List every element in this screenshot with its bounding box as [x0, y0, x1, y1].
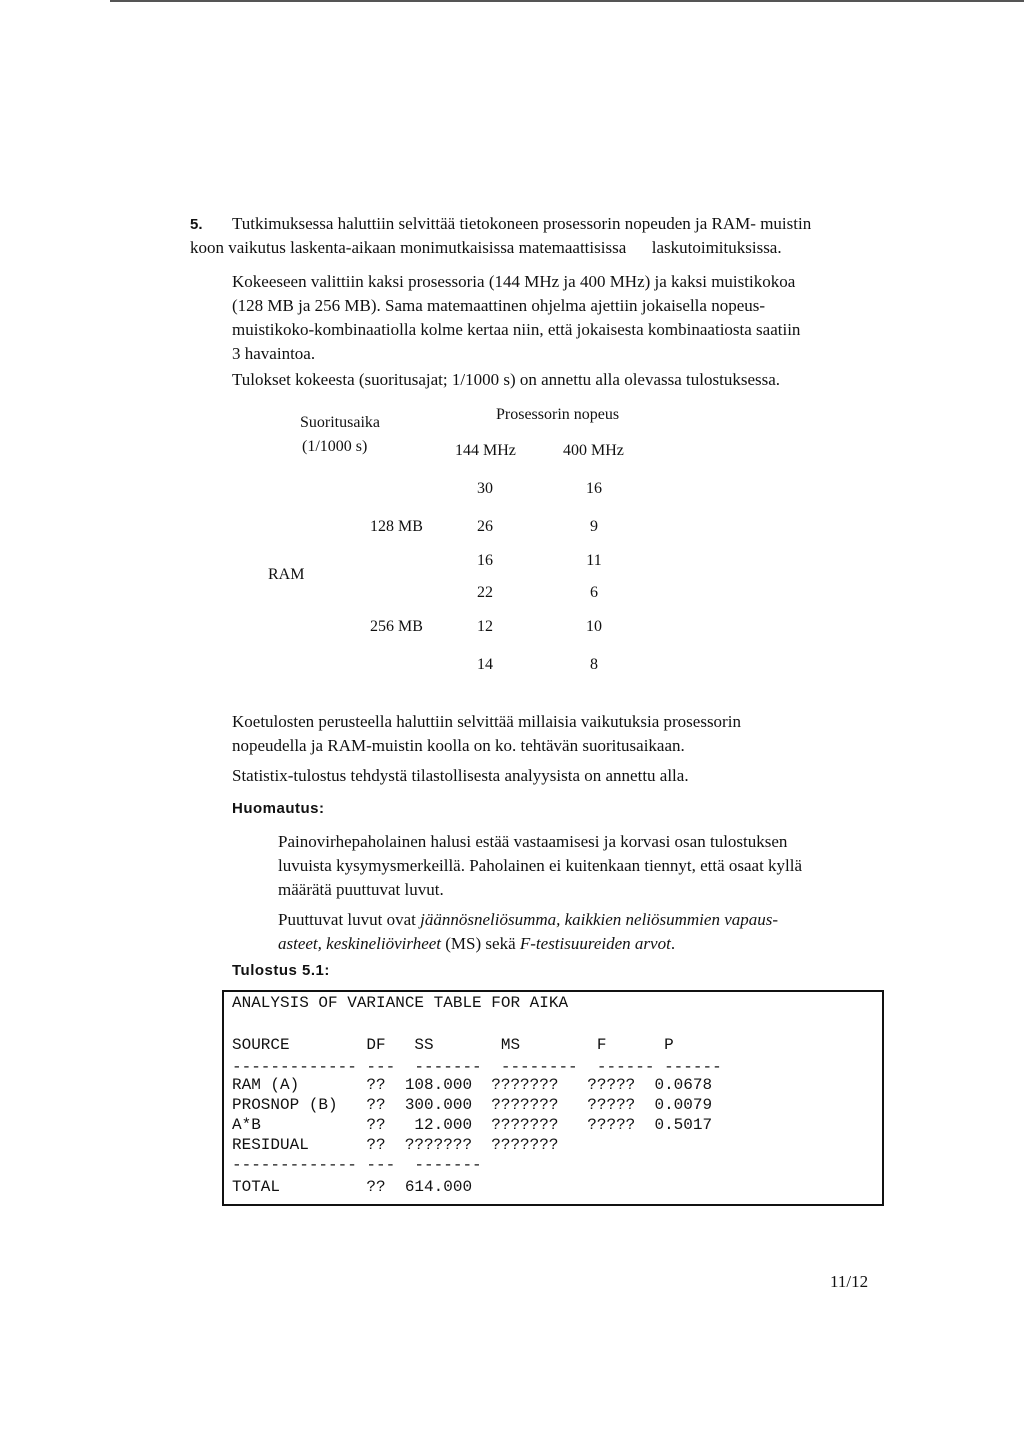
missing-values-paragraph [278, 908, 898, 956]
printout-line: ------------- --- ------- [232, 1156, 482, 1174]
printout-label: Tulostus 5.1: [232, 962, 330, 979]
column-header-400: 400 MHz [563, 442, 624, 459]
row-label-128mb: 128 MB [370, 518, 423, 535]
table-cell: 16 [477, 552, 493, 569]
intro-line: Tutkimuksessa haluttiin selvittää tietokoneen prosessorin nopeuden ja RAM- muistin [232, 214, 812, 233]
question-paragraph [232, 710, 912, 758]
intro-line: koon vaikutus laskenta-aikaan monimutkaisissa matemaattisissa laskutoimituksissa. [190, 238, 782, 257]
setup-line: 3 havaintoa. [232, 344, 316, 363]
results-line: Tulokset kokeesta (suoritusajat; 1/1000 s) on annettu alla olevassa tulostuksessa. [232, 370, 781, 389]
note-label: Huomautus: [232, 800, 325, 817]
table-title-line2: (1/1000 s) [302, 438, 368, 455]
row-factor-ram: RAM [268, 566, 305, 583]
missing-prefix: Puuttuvat luvut ovat [278, 910, 421, 929]
page-number: 11/12 [830, 1272, 869, 1291]
printout-line: ANALYSIS OF VARIANCE TABLE FOR AIKA [232, 994, 569, 1012]
table-cell: 12 [477, 618, 493, 635]
problem-number: 5. [190, 216, 203, 233]
note-line: Painovirhepaholainen halusi estää vastaamisesi ja korvasi osan tulostuksen [278, 832, 788, 851]
factor-header: Prosessorin nopeus [496, 406, 620, 423]
table-cell: 16 [586, 480, 602, 497]
printout-line: ------------- --- ------- -------- ------ ------ [232, 1058, 722, 1076]
missing-italic: jäännösneliösumma, kaikkien neliösummien vapaus- [420, 910, 779, 929]
printout-line: A*B ?? 12.000 ??????? ????? 0.5017 [232, 1116, 713, 1134]
table-cell: 11 [586, 552, 602, 569]
missing-italic: asteet, keskineliövirheet [278, 934, 442, 953]
table-cell: 22 [477, 584, 493, 601]
table-cell: 10 [586, 618, 602, 635]
setup-paragraph [232, 270, 912, 366]
printout-line: SOURCE DF SS MS F P [232, 1036, 674, 1054]
question-line: Koetulosten perusteella haluttiin selvittää millaisia vaikutuksia prosessorin [232, 712, 741, 731]
table-cell: 9 [590, 518, 598, 535]
table-cell: 8 [590, 656, 598, 673]
setup-line: Kokeeseen valittiin kaksi prosessoria (144 MHz ja 400 MHz) ja kaksi muistikokoa [232, 272, 796, 291]
note-line: määrätä puuttuvat luvut. [278, 880, 444, 899]
statistix-line: Statistix-tulostus tehdystä tilastollisesta analyysista on annettu alla. [232, 766, 689, 785]
table-cell: 30 [477, 480, 493, 497]
table-cell: 26 [477, 518, 493, 535]
missing-end: . [670, 934, 676, 953]
printout-line: RAM (A) ?? 108.000 ??????? ????? 0.0678 [232, 1076, 713, 1094]
intro-paragraph [190, 212, 910, 260]
printout-line: RESIDUAL ?? ??????? ??????? [232, 1136, 559, 1154]
note-paragraph [278, 830, 898, 902]
table-cell: 14 [477, 656, 493, 673]
printout-line: TOTAL ?? 614.000 [232, 1178, 473, 1196]
column-header-144: 144 MHz [455, 442, 516, 459]
note-line: luvuista kysymysmerkeillä. Paholainen ei kuitenkaan tiennyt, että osaat kyllä [278, 856, 803, 875]
missing-italic: F-testisuureiden arvot [519, 934, 671, 953]
top-rule [110, 0, 1024, 2]
printout-line: PROSNOP (B) ?? 300.000 ??????? ????? 0.0079 [232, 1096, 713, 1114]
missing-mid: (MS) sekä [441, 934, 520, 953]
table-title-line1: Suoritusaika [300, 414, 380, 431]
setup-line: muistikoko-kombinaatiolla kolme kertaa niin, että jokaisesta kombinaatiosta saatiin [232, 320, 801, 339]
setup-line: (128 MB ja 256 MB). Sama matemaattinen ohjelma ajettiin jokaisella nopeus- [232, 296, 766, 315]
question-line: nopeudella ja RAM-muistin koolla on ko. tehtävän suoritusaikaan. [232, 736, 685, 755]
row-label-256mb: 256 MB [370, 618, 423, 635]
table-cell: 6 [590, 584, 598, 601]
anova-printout-box [222, 990, 884, 1206]
